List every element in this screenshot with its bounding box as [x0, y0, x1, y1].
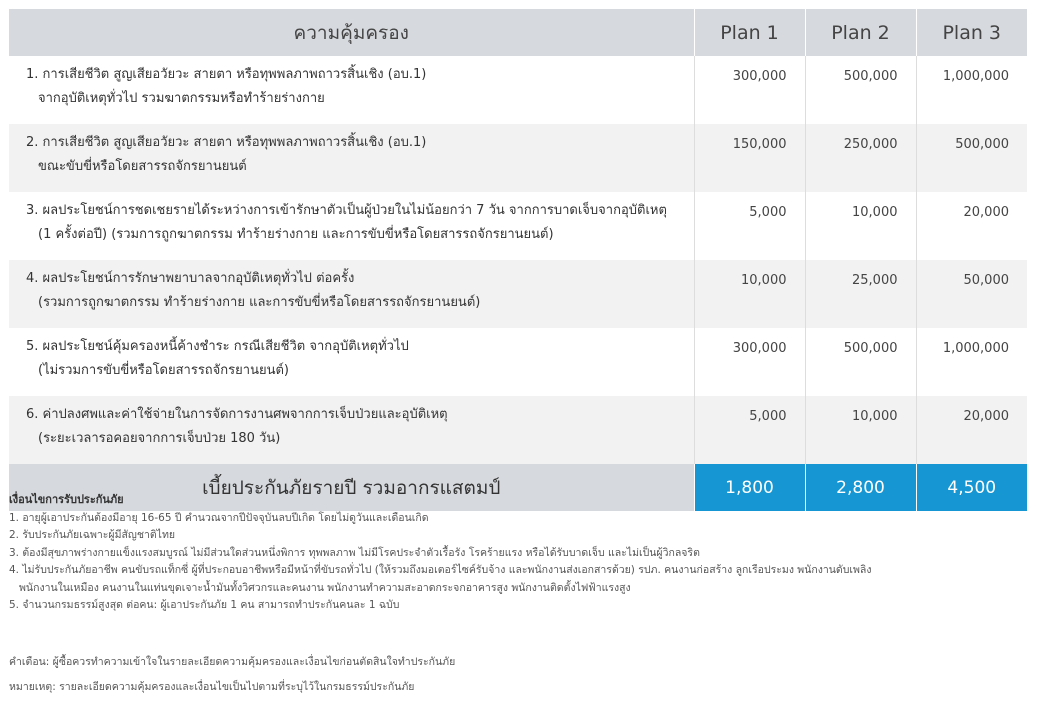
premium-plan-3[interactable]: 4,500 [916, 464, 1027, 511]
condition-item: 5. จำนวนกรมธรรม์สูงสุด ต่อคน: ผู้เอาประกันภัย 1 คน สามารถทำประกันคนละ 1 ฉบับ [9, 599, 400, 611]
row-description [9, 192, 694, 260]
row-value-plan-1: 150,000 [694, 124, 805, 192]
row-value-plan-3: 1,000,000 [916, 328, 1027, 396]
row-value-plan-2: 10,000 [805, 192, 916, 260]
row-title: 5. ผลประโยชน์คุ้มครองหนี้ค้างชำระ กรณีเสียชีวิต จากอุบัติเหตุทั่วไป [26, 339, 409, 354]
row-title: 1. การเสียชีวิต สูญเสียอวัยวะ สายตา หรือทุพพลภาพถาวรสิ้นเชิง (อบ.1) [26, 67, 427, 82]
row-description [9, 328, 694, 396]
row-subtitle: (1 ครั้งต่อปี) (รวมการถูกฆาตกรรม ทำร้ายร่างกาย และการขับขี่หรือโดยสารรถจักรยานยนต์) [38, 227, 554, 242]
row-subtitle: (รวมการถูกฆาตกรรม ทำร้ายร่างกาย และการขับขี่หรือโดยสารรถจักรยานยนต์) [38, 295, 481, 310]
coverage-table-container [9, 9, 1027, 511]
header-plan-2[interactable]: Plan 2 [805, 9, 916, 56]
row-subtitle: ขณะขับขี่หรือโดยสารรถจักรยานยนต์ [38, 159, 247, 174]
table-row [9, 192, 1027, 260]
header-plan-3[interactable]: Plan 3 [916, 9, 1027, 56]
row-title: 6. ค่าปลงศพและค่าใช้จ่ายในการจัดการงานศพจากการเจ็บป่วยและอุบัติเหตุ [26, 407, 448, 422]
table-row [9, 260, 1027, 328]
row-value-plan-3: 500,000 [916, 124, 1027, 192]
row-value-plan-2: 10,000 [805, 396, 916, 464]
premium-plan-1[interactable]: 1,800 [694, 464, 805, 511]
row-value-plan-2: 250,000 [805, 124, 916, 192]
row-value-plan-1: 300,000 [694, 56, 805, 124]
table-row [9, 124, 1027, 192]
row-description [9, 56, 694, 124]
conditions-title: เงื่อนไขการรับประกันภัย [9, 493, 124, 506]
table-row [9, 56, 1027, 124]
condition-item: 1. อายุผู้เอาประกันต้องมีอายุ 16-65 ปี คำนวณจากปีปัจจุบันลบปีเกิด โดยไม่ดูวันและเดือนเกิด [9, 511, 429, 524]
row-value-plan-2: 500,000 [805, 56, 916, 124]
header-plan-1[interactable]: Plan 1 [694, 9, 805, 56]
table-row [9, 328, 1027, 396]
row-value-plan-2: 500,000 [805, 328, 916, 396]
table-row [9, 396, 1027, 464]
premium-label: เบี้ยประกันภัยรายปี รวมอากรแสตมป์ [9, 464, 694, 511]
row-value-plan-1: 5,000 [694, 396, 805, 464]
condition-item: 4. ไม่รับประกันภัยอาชีพ คนขับรถแท็กซี่ ผู้ที่ประกอบอาชีพหรือมีหน้าที่ขับรถทั่วไป (ให้รวมถึงมอเตอร์ไซค์รับจ้าง และพนักงานส่งเอกสารด้วย) รปภ. คนงานก่อสร้าง ลูกเรือประมง พนักงานดับเพลิง [9, 564, 872, 576]
row-value-plan-3: 50,000 [916, 260, 1027, 328]
premium-plan-2[interactable]: 2,800 [805, 464, 916, 511]
row-title: 4. ผลประโยชน์การรักษาพยาบาลจากอุบัติเหตุทั่วไป ต่อครั้ง [26, 271, 355, 286]
row-value-plan-1: 10,000 [694, 260, 805, 328]
row-description [9, 396, 694, 464]
remark-note: หมายเหตุ: รายละเอียดความคุ้มครองและเงื่อนไขเป็นไปตามที่ระบุไว้ในกรมธรรม์ประกันภัย [9, 680, 415, 693]
warning-note: คำเตือน: ผู้ซื้อควรทำความเข้าใจในรายละเอียดความคุ้มครองและเงื่อนไขก่อนตัดสินใจทำประกันภัย [9, 656, 456, 668]
row-value-plan-1: 5,000 [694, 192, 805, 260]
row-title: 3. ผลประโยชน์การชดเชยรายได้ระหว่างการเข้ารักษาตัวเป็นผู้ป่วยในไม่น้อยกว่า 7 วัน จากการบาดเจ็บจากอุบัติเหตุ [26, 203, 667, 218]
row-value-plan-3: 20,000 [916, 396, 1027, 464]
notes-section [9, 654, 455, 703]
conditions-section [9, 491, 1033, 615]
coverage-table [9, 9, 1027, 511]
row-value-plan-3: 20,000 [916, 192, 1027, 260]
row-subtitle: จากอุบัติเหตุทั่วไป รวมฆาตกรรมหรือทำร้ายร่างกาย [38, 91, 325, 106]
row-title: 2. การเสียชีวิต สูญเสียอวัยวะ สายตา หรือทุพพลภาพถาวรสิ้นเชิง (อบ.1) [26, 135, 427, 150]
row-subtitle: (ไม่รวมการขับขี่หรือโดยสารรถจักรยานยนต์) [38, 363, 289, 378]
header-coverage: ความคุ้มครอง [9, 9, 694, 56]
row-value-plan-2: 25,000 [805, 260, 916, 328]
row-subtitle: (ระยะเวลารอคอยจากการเจ็บป่วย 180 วัน) [38, 431, 281, 446]
condition-item: 2. รับประกันภัยเฉพาะผู้มีสัญชาติไทย [9, 529, 176, 541]
row-value-plan-1: 300,000 [694, 328, 805, 396]
condition-item: 3. ต้องมีสุขภาพร่างกายแข็งแรงสมบูรณ์ ไม่มีส่วนใดส่วนหนึ่งพิการ ทุพพลภาพ ไม่มีโรคประจำตัวเรื้อรัง โรคร้ายแรง หรือได้รับบาดเจ็บ และไม่เป็นผู้วิกลจริต [9, 546, 700, 559]
row-value-plan-3: 1,000,000 [916, 56, 1027, 124]
condition-item-continuation: พนักงานในเหมือง คนงานในแท่นขุดเจาะน้ำมันทั้งวิศวกรและคนงาน พนักงานทำความสะอาดกระจกอาคารสูง พนักงานติดตั้งไฟฟ้าแรงสูง [19, 581, 631, 594]
row-description [9, 260, 694, 328]
table-header-row [9, 9, 1027, 56]
row-description [9, 124, 694, 192]
